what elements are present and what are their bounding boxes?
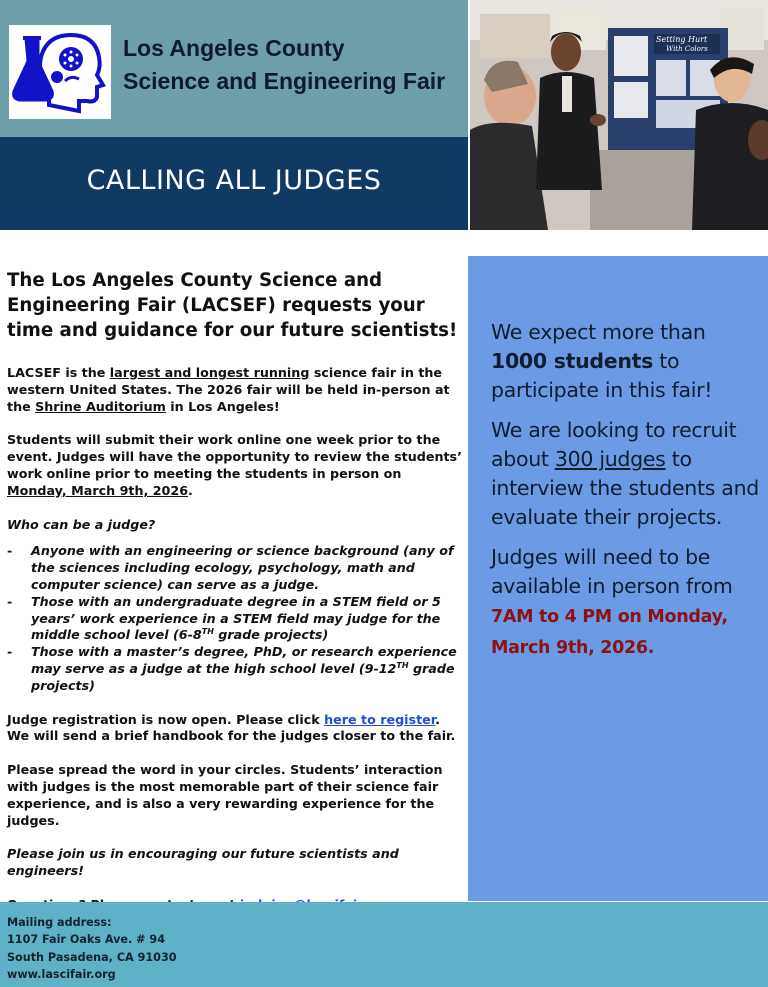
panel-p1-text-c: to participate in this fair! bbox=[491, 349, 713, 402]
address-line-2: South Pasadena, CA 91030 bbox=[7, 950, 177, 964]
intro-p2-date: Monday, March 9th, 2026 bbox=[7, 482, 189, 498]
panel-judges-paragraph bbox=[491, 416, 761, 532]
intro-p1-text-a: LACSEF is the bbox=[7, 365, 110, 380]
criteria-dash: - bbox=[7, 593, 13, 609]
register-link[interactable]: here to register bbox=[324, 711, 436, 727]
panel-students-paragraph bbox=[491, 318, 761, 405]
title-band bbox=[0, 137, 468, 230]
mailing-address bbox=[7, 914, 177, 983]
criteria-text-1: Anyone with an engineering or science background (any of the sciences including ecology, psychology, math and computer science) can serve as a judge. bbox=[31, 543, 454, 592]
intro-p2-text-a: Students will submit their work online one week prior to the event. Judges will have the opportunity to review the students’ work online prior to meeting the students in person on bbox=[7, 432, 462, 481]
header-band bbox=[0, 0, 468, 137]
org-name-line-2: Science and Engineering Fair bbox=[123, 68, 446, 94]
registration-text-b: . We will send a brief handbook for the judges closer to the fair. bbox=[7, 711, 456, 744]
criteria-item bbox=[7, 644, 463, 694]
intro-p1-underline-largest: largest and longest running bbox=[109, 365, 310, 380]
criteria-dash: - bbox=[7, 543, 13, 559]
main-content bbox=[7, 268, 463, 914]
criteria-superscript: TH bbox=[201, 627, 214, 637]
intro-paragraph-2 bbox=[7, 432, 463, 499]
panel-judge-count: 300 judges bbox=[554, 447, 666, 471]
poster-title-line-1: Setting Hurt bbox=[656, 35, 708, 44]
criteria-text-3b: grade projects) bbox=[31, 660, 455, 693]
registration-text-a: Judge registration is now open. Please click bbox=[7, 711, 325, 727]
flask-head-logo-icon bbox=[9, 25, 111, 119]
judge-criteria-list bbox=[7, 543, 463, 694]
intro-heading: The Los Angeles County Science and Engineering Fair (LACSEF) requests your time and guidance for our future scientists! bbox=[7, 270, 458, 341]
criteria-item bbox=[7, 543, 463, 593]
highlight-panel bbox=[468, 256, 768, 901]
criteria-item bbox=[7, 594, 463, 644]
poster-title-line-2: With Colors bbox=[666, 45, 708, 53]
panel-student-count: 1000 students bbox=[491, 349, 654, 373]
criteria-superscript: TH bbox=[396, 660, 409, 670]
panel-p2-text-a: We are looking to recruit about bbox=[491, 418, 737, 471]
lacsef-logo bbox=[9, 25, 111, 119]
address-line-1: 1107 Fair Oaks Ave. # 94 bbox=[7, 933, 165, 947]
criteria-text-2a: Those with an undergraduate degree in a STEM field or 5 years’ work experience in a STEM field may judge for the middle school level (6-8 bbox=[31, 593, 441, 643]
highlight-text bbox=[491, 318, 761, 674]
panel-p2-text-b: to interview the students and evaluate their projects. bbox=[491, 447, 759, 529]
intro-p1-underline-venue: Shrine Auditorium bbox=[35, 398, 166, 414]
criteria-dash: - bbox=[7, 644, 13, 660]
intro-paragraph-1 bbox=[7, 365, 463, 415]
footer bbox=[0, 902, 768, 987]
who-heading: Who can be a judge? bbox=[7, 516, 156, 532]
intro-p1-text-c: in Los Angeles! bbox=[165, 398, 280, 414]
organization-name bbox=[123, 32, 463, 98]
intro-p1-text-b: science fair in the western United States. The 2026 fair will be held in-person at the bbox=[7, 365, 450, 414]
mailing-address-label: Mailing address: bbox=[7, 916, 112, 929]
org-name-line-1: Los Angeles County bbox=[123, 35, 345, 61]
page-title: CALLING ALL JUDGES bbox=[86, 165, 382, 196]
panel-availability-paragraph bbox=[491, 543, 761, 663]
criteria-text-3a: Those with a master’s degree, PhD, or research experience may serve as a judge at the high school level (9-12 bbox=[31, 644, 457, 676]
judging-scene-image bbox=[470, 0, 768, 230]
panel-availability-time: 7AM to 4 PM on Monday, March 9th, 2026. bbox=[491, 607, 728, 658]
website-url: www.lascifair.org bbox=[7, 967, 116, 981]
science-fair-photo bbox=[470, 0, 768, 230]
criteria-text-2b: grade projects) bbox=[213, 627, 329, 643]
spread-word-paragraph: Please spread the word in your circles. Students’ interaction with judges is the most memorable part of their science fair experience, and is also a very rewarding experience for the judges. bbox=[7, 762, 443, 828]
encourage-paragraph: Please join us in encouraging our future scientists and engineers! bbox=[7, 846, 399, 879]
intro-p2-text-b: . bbox=[188, 482, 193, 498]
registration-paragraph bbox=[7, 712, 463, 746]
panel-p3-text-a: Judges will need to be available in person from bbox=[491, 545, 733, 598]
panel-p1-text-a: We expect more than bbox=[491, 320, 706, 344]
